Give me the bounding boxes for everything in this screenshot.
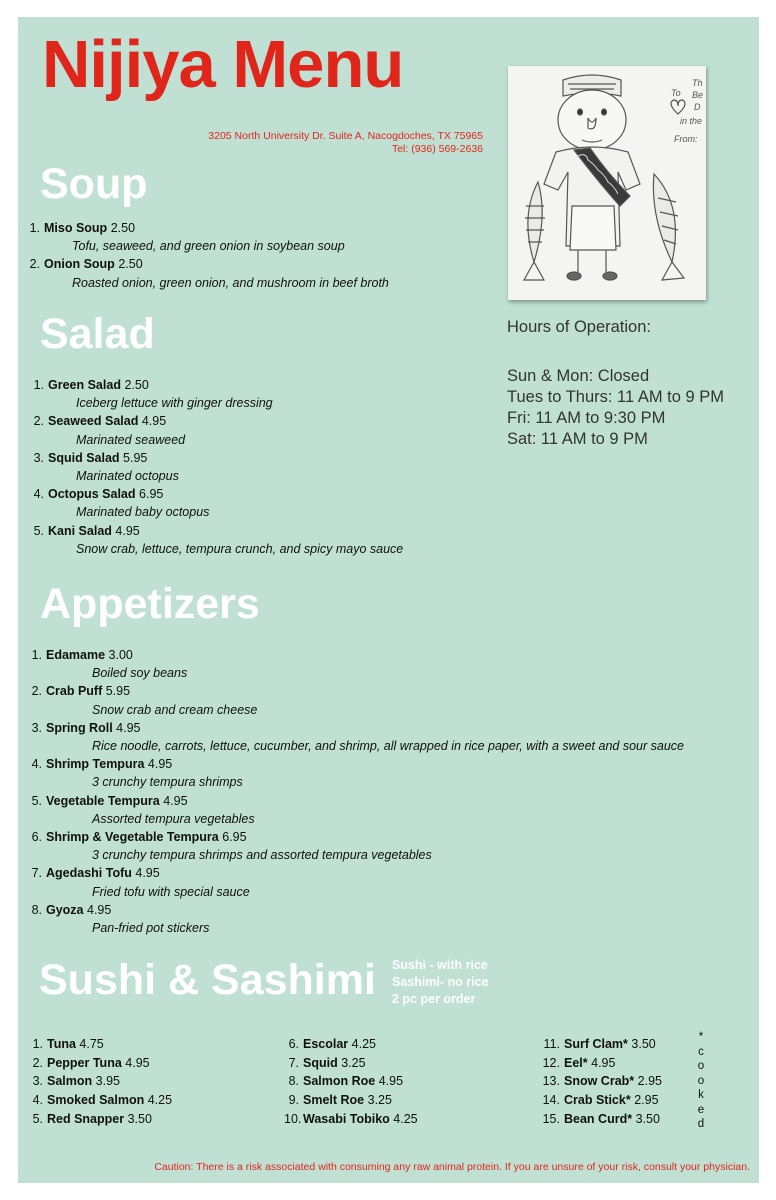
menu-item [18, 255, 389, 291]
item-name: Seaweed Salad [48, 414, 139, 429]
sushi-item: 15. Bean Curd* 3.50 [542, 1111, 660, 1126]
item-price: 6.95 [139, 487, 164, 502]
sketch-text: Th [692, 78, 703, 88]
cooked-note-char: o [697, 1074, 705, 1087]
menu-item [22, 376, 403, 412]
chef-drawing-icon [508, 66, 706, 300]
phone-line: Tel: (936) 569-2636 [391, 143, 483, 155]
item-description: Snow crab, lettuce, tempura crunch, and spicy mayo sauce [76, 541, 404, 556]
menu-item [20, 864, 684, 900]
item-price: 4.95 [141, 414, 167, 429]
sushi-column-2 [284, 1035, 418, 1129]
item-number: 5. [33, 523, 44, 538]
hours-line: Tues to Thurs: 11 AM to 9 PM [507, 388, 725, 406]
cooked-note [695, 1030, 707, 1132]
sushi-item: 5. Red Snapper 3.50 [32, 1111, 152, 1126]
cooked-note-char: o [697, 1060, 705, 1072]
item-name: Agedashi Tofu [46, 866, 132, 881]
item-number: 1. [31, 648, 42, 662]
item-description: Marinated octopus [76, 469, 179, 484]
hours-line: Fri: 11 AM to 9:30 PM [507, 409, 666, 427]
item-name: Onion Soup [44, 257, 115, 272]
item-description: Tofu, seaweed, and green onion in soybean soup [72, 239, 345, 254]
item-description: Marinated baby octopus [76, 505, 210, 520]
sushi-item: 1. Tuna 4.75 [32, 1037, 104, 1051]
appetizers-list [20, 646, 684, 937]
sushi-item: 6. Escolar 4.25 [288, 1037, 376, 1051]
sushi-note-line: Sashimi- no rice [392, 975, 489, 989]
sushi-item: 10. Wasabi Tobiko 4.25 [284, 1111, 418, 1126]
sushi-item: 12. Eel* 4.95 [542, 1055, 616, 1070]
item-description: 3 crunchy tempura shrimps [92, 775, 243, 790]
item-description: Roasted onion, green onion, and mushroom in beef broth [72, 275, 389, 290]
menu-item [20, 646, 684, 682]
menu-item [20, 901, 684, 937]
sushi-item: 11. Surf Clam* 3.50 [543, 1037, 656, 1051]
sushi-item: 3. Salmon 3.95 [32, 1074, 120, 1089]
menu-item [18, 219, 389, 255]
item-price: 2.50 [124, 378, 149, 392]
sketch-text: in the [680, 116, 703, 126]
soup-list [18, 219, 389, 292]
menu-item [20, 682, 684, 718]
item-description: Marinated seaweed [76, 432, 186, 447]
sketch-text: D [694, 102, 701, 112]
item-name: Spring Roll [46, 720, 113, 735]
menu-item [22, 449, 403, 485]
sketch-text: Be [692, 90, 704, 100]
sushi-item: 9. Smelt Roe 3.25 [288, 1093, 392, 1108]
salad-list [22, 376, 403, 558]
chef-illustration [508, 66, 706, 300]
item-name: Kani Salad [48, 523, 112, 538]
item-description: Rice noodle, carrots, lettuce, cucumber, and shrimp, all wrapped in rice paper, with a sweet and sour sauce [92, 739, 684, 754]
cooked-note-char: k [698, 1089, 704, 1101]
sushi-column-3 [540, 1035, 662, 1129]
item-description: Iceberg lettuce with ginger dressing [76, 396, 273, 411]
item-number: 2. [31, 684, 42, 699]
menu-item [20, 719, 684, 755]
menu-item [22, 522, 403, 558]
menu-item [20, 792, 684, 828]
item-number: 1. [33, 378, 44, 392]
menu-item [22, 485, 403, 521]
item-price: 4.95 [116, 720, 141, 735]
item-name: Gyoza [46, 902, 84, 917]
item-description: Boiled soy beans [92, 666, 188, 681]
section-title-sushi: Sushi & Sashimi [39, 956, 376, 1004]
cooked-note-char: c [698, 1045, 704, 1058]
item-name: Edamame [46, 648, 106, 662]
item-price: 4.95 [135, 866, 160, 881]
item-number: 1. [29, 221, 40, 235]
item-number: 3. [31, 720, 42, 735]
menu-item [20, 755, 684, 791]
item-name: Shrimp & Vegetable Tempura [46, 830, 219, 845]
sushi-note-line: Sushi - with rice [392, 958, 488, 972]
menu-item [20, 828, 684, 864]
hours-of-operation [507, 317, 724, 450]
hours-line: Sun & Mon: Closed [507, 367, 650, 385]
item-description: Snow crab and cream cheese [92, 702, 258, 717]
section-title-appetizers: Appetizers [40, 580, 260, 628]
item-number: 4. [31, 757, 42, 772]
item-name: Crab Puff [46, 684, 103, 699]
page-title: Nijiya Menu [42, 27, 404, 102]
sushi-item: 13. Snow Crab* 2.95 [542, 1074, 662, 1089]
item-price: 5.95 [123, 450, 148, 465]
item-number: 3. [33, 450, 44, 465]
item-price: 3.00 [108, 648, 133, 662]
sushi-item: 8. Salmon Roe 4.95 [288, 1074, 404, 1089]
item-name: Miso Soup [44, 221, 108, 235]
item-number: 2. [29, 257, 40, 272]
hours-title: Hours of Operation: [507, 318, 651, 336]
cooked-note-char: d [697, 1118, 705, 1130]
sushi-note [392, 957, 489, 1008]
sketch-text: From: [674, 134, 698, 144]
item-description: Assorted tempura vegetables [92, 811, 255, 826]
address-line: 3205 North University Dr. Suite A, Nacogdoches, TX 75965 [208, 130, 483, 142]
item-number: 5. [31, 793, 42, 808]
item-price: 4.95 [147, 757, 173, 772]
menu-sheet [18, 17, 759, 1183]
section-title-salad: Salad [40, 310, 155, 358]
sushi-item: 14. Crab Stick* 2.95 [542, 1093, 659, 1108]
item-price: 4.95 [163, 793, 188, 808]
item-name: Vegetable Tempura [46, 793, 160, 808]
item-name: Shrimp Tempura [46, 757, 145, 772]
sushi-item: 7. Squid 3.25 [288, 1055, 366, 1070]
menu-item [22, 412, 403, 448]
item-price: 2.50 [118, 257, 143, 272]
sushi-column-1 [28, 1035, 172, 1129]
address-block [208, 130, 483, 156]
item-number: 2. [33, 414, 44, 429]
item-description: Pan-fried pot stickers [92, 921, 210, 936]
hours-line: Sat: 11 AM to 9 PM [507, 430, 648, 448]
item-price: 4.95 [87, 902, 112, 917]
item-name: Green Salad [48, 378, 121, 392]
item-price: 4.95 [115, 523, 140, 538]
item-number: 8. [31, 902, 42, 917]
sketch-text: To [671, 88, 681, 98]
cooked-note-char: * [698, 1031, 704, 1043]
item-number: 7. [31, 866, 42, 881]
item-price: 2.50 [110, 221, 136, 235]
cooked-note-char: e [697, 1103, 705, 1116]
item-price: 5.95 [105, 684, 131, 699]
item-name: Octopus Salad [48, 487, 136, 502]
item-number: 6. [31, 830, 42, 845]
section-title-soup: Soup [40, 160, 148, 208]
item-name: Squid Salad [48, 450, 120, 465]
sushi-note-line: 2 pc per order [392, 992, 476, 1006]
item-description: 3 crunchy tempura shrimps and assorted tempura vegetables [92, 848, 432, 863]
item-number: 4. [33, 487, 44, 502]
sushi-item: 4. Smoked Salmon 4.25 [32, 1093, 173, 1108]
item-description: Fried tofu with special sauce [92, 884, 250, 899]
sushi-item: 2. Pepper Tuna 4.95 [32, 1055, 150, 1070]
item-price: 6.95 [222, 830, 247, 845]
caution-note: Caution: There is a risk associated with consuming any raw animal protein. If you are unsure of your risk, consult your physician. [154, 1161, 750, 1173]
